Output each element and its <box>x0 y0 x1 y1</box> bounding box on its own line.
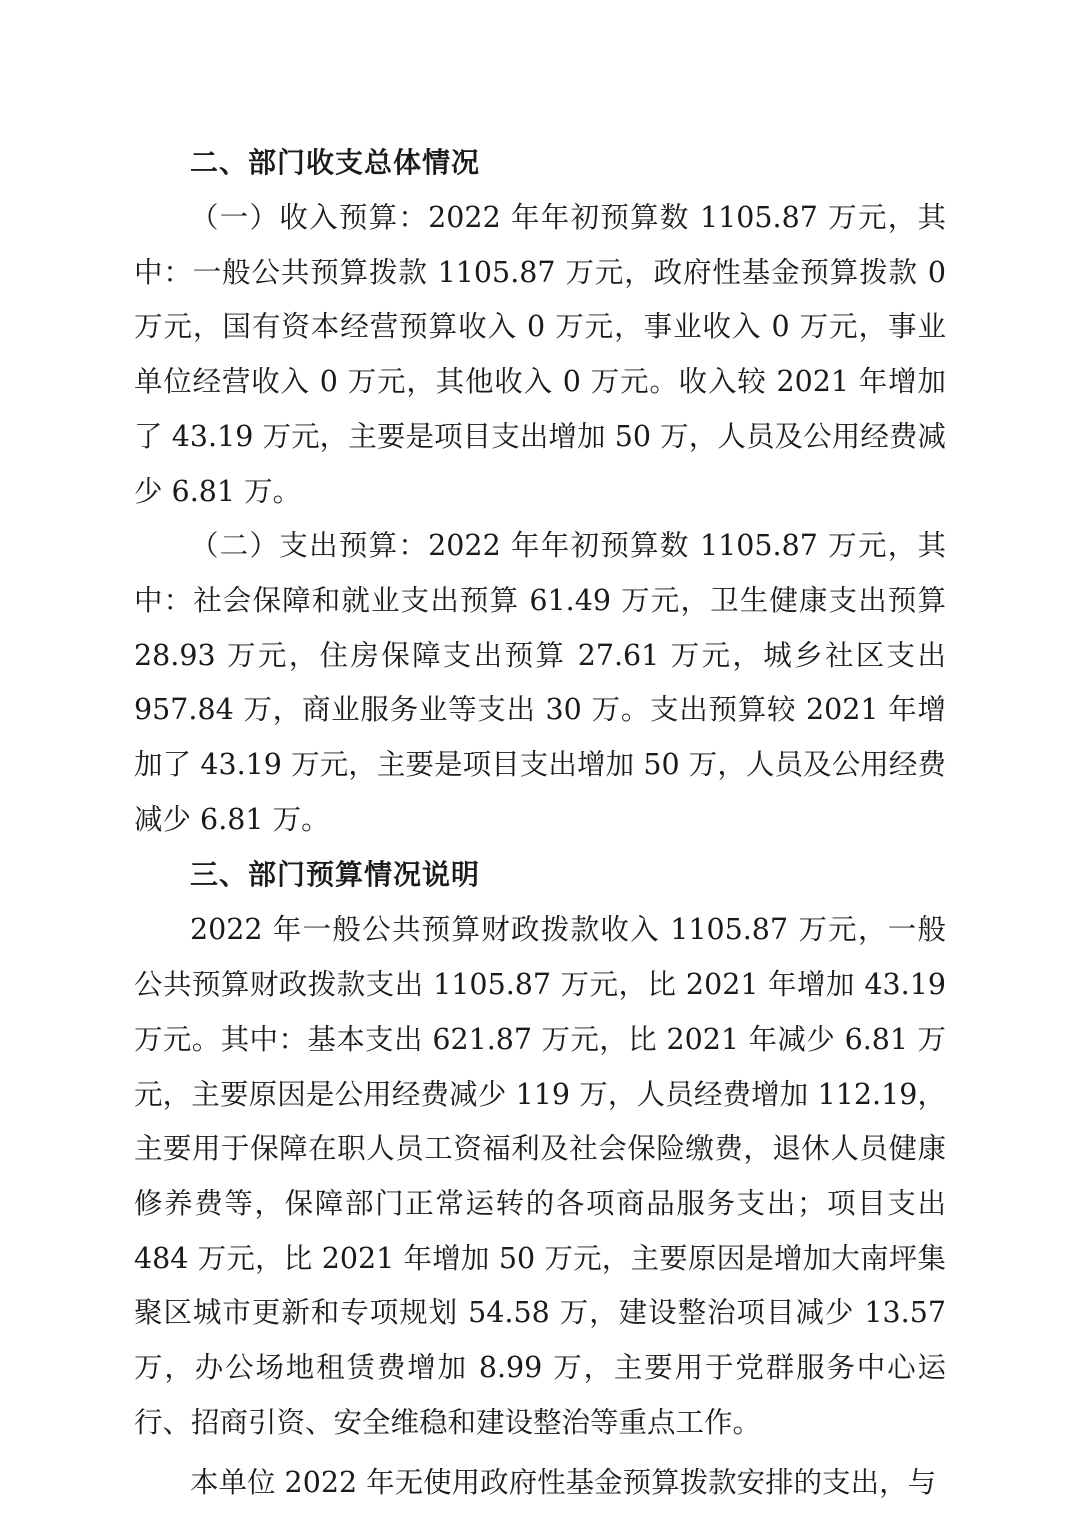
paragraph-general-public-budget: 2022 年一般公共预算财政拨款收入 1105.87 万元，一般公共预算财政拨款支出 1105.87 万元，比 2021 年增加 43.19 万元。其中：基本支出 621.87 万元，比 2021 年减少 6.81 万元，主要原因是公用经费减少 119 万，人员经费增加 112.19，主要用于保障在职人员工资福利及社会保险缴费，退休人员健康修养费等，保障部门正常运转的各项商品服务支出；项目支出 484 万元，比 2021 年增加 50 万元，主要原因是增加大南坪集聚区城市更新和专项规划 54.58 万，建设整治项目减少 13.57 万，办公场地租赁费增加 8.99 万，主要用于党群服务中心运行、招商引资、安全维稳和建设整治等重点工作。 <box>134 913 946 1439</box>
section-heading-budget-explanation: 三、部门预算情况说明 <box>190 858 481 892</box>
document-page <box>134 135 946 1511</box>
paragraph-income-budget: （一）收入预算：2022 年年初预算数 1105.87 万元，其中：一般公共预算拨款 1105.87 万元，政府性基金预算拨款 0 万元，国有资本经营预算收入 0 万元，事业收入 0 万元，事业单位经营收入 0 万元，其他收入 0 万元。收入较 2021 年增加了 43.19 万元，主要是项目支出增加 50 万，人员及公用经费减少 6.81 万。 <box>134 201 946 508</box>
paragraph-government-fund-budget: 本单位 2022 年无使用政府性基金预算拨款安排的支出，与 <box>190 1466 937 1500</box>
paragraph-expenditure-budget: （二）支出预算：2022 年年初预算数 1105.87 万元，其中：社会保障和就业支出预算 61.49 万元，卫生健康支出预算 28.93 万元，住房保障支出预算 27.61 万元，城乡社区支出 957.84 万，商业服务业等支出 30 万。支出预算较 2021 年增加了 43.19 万元，主要是项目支出增加 50 万，人员及公用经费减少 6.81 万。 <box>134 529 946 836</box>
section-heading-overall-income-expenditure: 二、部门收支总体情况 <box>190 146 481 179</box>
